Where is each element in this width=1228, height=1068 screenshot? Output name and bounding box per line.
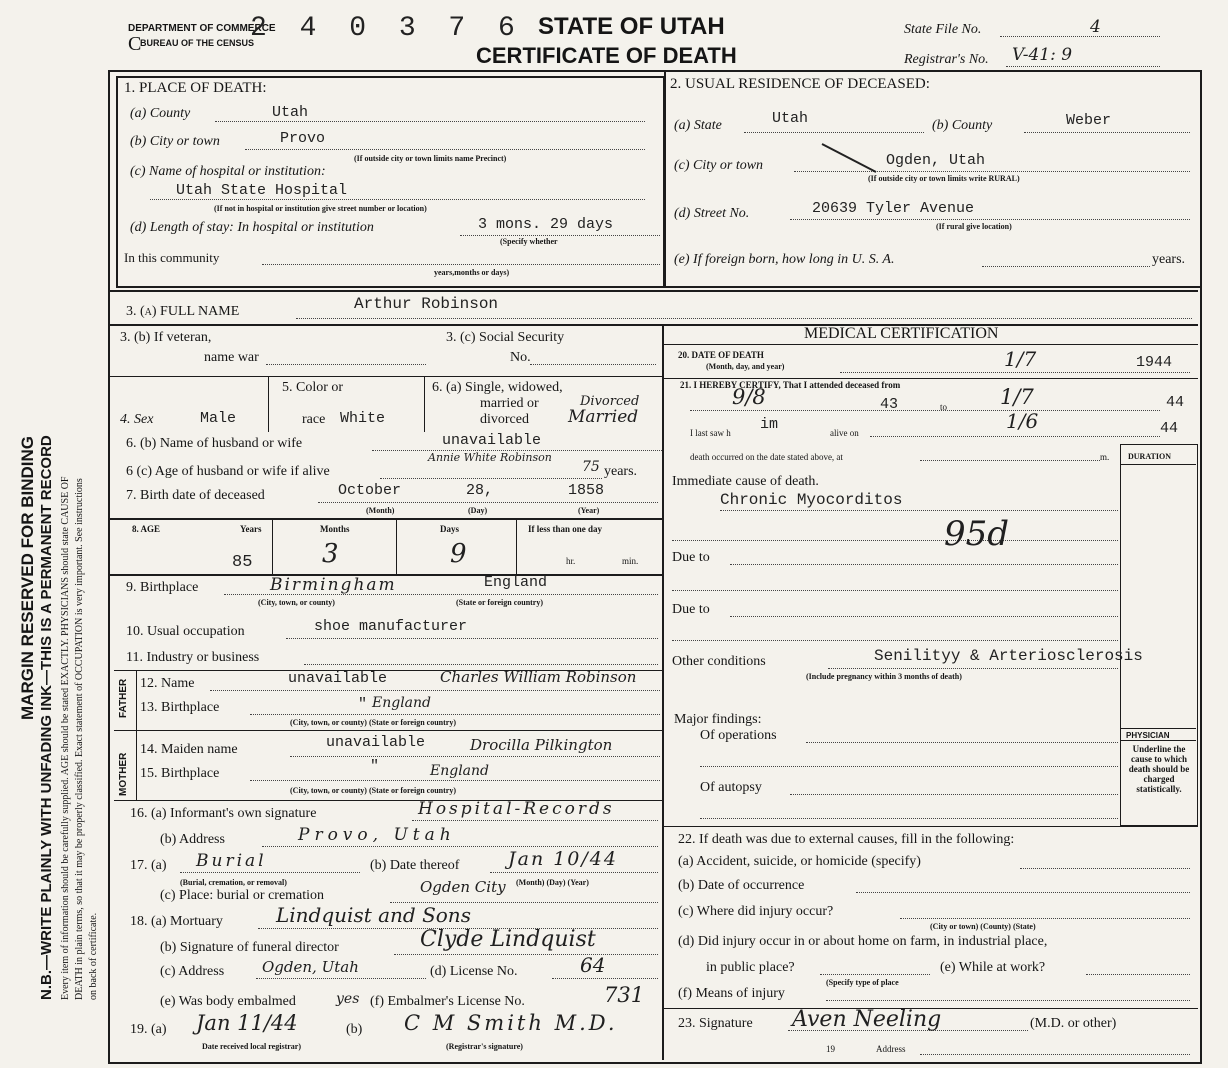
physician-title: PHYSICIAN bbox=[1126, 731, 1170, 740]
dod-note: (Month, day, and year) bbox=[706, 362, 785, 371]
state-file-label: State File No. bbox=[904, 22, 982, 37]
sex-value: Male bbox=[200, 410, 237, 427]
external-a: (a) Accident, suicide, or homicide (specify) bbox=[678, 854, 921, 869]
external-f: (f) Means of injury bbox=[678, 986, 785, 1001]
immediate-cause-label: Immediate cause of death. bbox=[672, 474, 819, 489]
occupation-label: 10. Usual occupation bbox=[126, 624, 245, 639]
age-months-value: 3 bbox=[322, 539, 339, 569]
ss-label-1: 3. (c) Social Security bbox=[446, 330, 565, 345]
external-d-note: (Specify type of place bbox=[826, 978, 899, 987]
license-label: (d) License No. bbox=[430, 964, 518, 979]
embalmed-label: (e) Was body embalmed bbox=[160, 994, 296, 1009]
other-conditions-note: (Include pregnancy within 3 months of death) bbox=[806, 672, 962, 681]
other-conditions-label: Other conditions bbox=[672, 654, 766, 669]
director-label: (b) Signature of funeral director bbox=[160, 940, 339, 955]
mother-maiden-value-2: Drocilla Pilkington bbox=[470, 736, 613, 754]
autopsy-label: Of autopsy bbox=[700, 780, 762, 795]
father-side-label: FATHER bbox=[118, 678, 129, 718]
attended-to-label: to bbox=[940, 402, 948, 412]
occupation-value: shoe manufacturer bbox=[314, 618, 468, 635]
spouse-value-1: unavailable bbox=[442, 432, 542, 449]
pod-county-value: Utah bbox=[272, 104, 309, 121]
informant-address-label: (b) Address bbox=[160, 832, 225, 847]
due-to-label-2: Due to bbox=[672, 602, 710, 617]
res-state-value: Utah bbox=[772, 110, 809, 127]
res-street-label: (d) Street No. bbox=[674, 206, 750, 221]
birth-month-value: October bbox=[338, 482, 402, 499]
margin-binding-text: MARGIN RESERVED FOR BINDING bbox=[18, 436, 37, 720]
state-title: STATE OF UTAH bbox=[538, 13, 725, 40]
birthplace-city-note: (City, town, or county) bbox=[258, 598, 335, 607]
sex-label: 4. Sex bbox=[120, 412, 154, 427]
pod-specify-note: (Specify whether bbox=[500, 237, 558, 246]
birth-year-value: 1858 bbox=[568, 482, 605, 499]
res-state-label: (a) State bbox=[674, 118, 722, 133]
embalmer-label: (f) Embalmer's License No. bbox=[370, 994, 525, 1009]
burial-date-label: (b) Date thereof bbox=[370, 858, 460, 873]
birth-year-note: (Year) bbox=[578, 506, 600, 515]
signature-label: 23. Signature bbox=[678, 1016, 753, 1031]
registrar-date-note: Date received local registrar) bbox=[202, 1042, 301, 1051]
signature-suffix: (M.D. or other) bbox=[1030, 1016, 1117, 1031]
spouse-value-2: Annie White Robinson bbox=[428, 451, 552, 464]
age-days-value: 9 bbox=[450, 539, 467, 569]
spouse-age-suffix: years. bbox=[604, 464, 638, 479]
margin-instructions-3: on back of certificate. bbox=[88, 912, 99, 1000]
registrar-date-value: Jan 11/44 bbox=[196, 1011, 298, 1035]
attended-to-value: 1/7 bbox=[1000, 385, 1034, 409]
birthplace-country-value: England bbox=[484, 574, 548, 591]
attended-from-value: 9/8 bbox=[732, 385, 766, 409]
mortuary-label: 18. (a) Mortuary bbox=[130, 914, 223, 929]
external-c: (c) Where did injury occur? bbox=[678, 904, 834, 919]
res-city-label: (c) City or town bbox=[674, 158, 764, 173]
pod-county-label: (a) County bbox=[130, 106, 191, 121]
veteran-label-2: name war bbox=[204, 350, 259, 365]
last-saw-value: im bbox=[760, 416, 779, 433]
res-street-note: (If rural give location) bbox=[936, 222, 1012, 231]
margin-warning-text: N.B.—WRITE PLAINLY WITH UNFADING INK—THIS IS A PERMANENT RECORD bbox=[38, 435, 55, 1000]
pod-hospital-note: (If not in hospital or institution give street number or location) bbox=[214, 204, 427, 213]
burial-note: (Burial, cremation, or removal) bbox=[180, 878, 287, 887]
embalmed-value: yes bbox=[336, 991, 360, 1007]
registrar-sig-value: C M Smith M.D. bbox=[404, 1011, 618, 1035]
spouse-label: 6. (b) Name of husband or wife bbox=[126, 436, 303, 451]
last-saw-label: I last saw h bbox=[690, 428, 731, 438]
signature-date-label: 19 bbox=[826, 1044, 835, 1054]
age-min-label: min. bbox=[622, 556, 639, 566]
father-name-value-1: unavailable bbox=[288, 670, 388, 687]
license-value: 64 bbox=[580, 953, 606, 977]
external-c-note: (City or town) (County) (State) bbox=[930, 922, 1036, 931]
registrar-sig-label: (b) bbox=[346, 1022, 363, 1037]
res-county-value: Weber bbox=[1066, 112, 1112, 129]
age-years-label: Years bbox=[240, 524, 262, 534]
state-file-value: 4 bbox=[1090, 17, 1101, 37]
other-conditions-value: Senilityy & Arteriosclerosis bbox=[874, 647, 1143, 665]
signature-address-label: Address bbox=[876, 1044, 906, 1054]
marital-value-2: Married bbox=[568, 407, 639, 427]
major-findings-label: Major findings: bbox=[674, 712, 762, 727]
res-foreign-suffix: years. bbox=[1152, 252, 1186, 267]
physician-note: Underline the cause to which death should be charged statistically. bbox=[1128, 744, 1190, 794]
external-d2: in public place? bbox=[706, 960, 795, 975]
external-e: (e) While at work? bbox=[940, 960, 1046, 975]
age-years-value: 85 bbox=[232, 553, 253, 572]
full-name-label: 3. (a) FULL NAME bbox=[126, 304, 240, 319]
dod-label: 20. DATE OF DEATH bbox=[678, 350, 764, 360]
director-value: Clyde Lindquist bbox=[420, 927, 596, 952]
certificate-serial: 2 4 0 3 7 6 bbox=[250, 13, 523, 44]
father-name-value-2: Charles William Robinson bbox=[440, 668, 637, 686]
immediate-cause-value: Chronic Myocorditos bbox=[720, 491, 903, 509]
birth-day-note: (Day) bbox=[468, 506, 488, 515]
registrar-field-label: 19. (a) bbox=[130, 1022, 167, 1037]
birthplace-country-note: (State or foreign country) bbox=[456, 598, 544, 607]
mortuary-address-label: (c) Address bbox=[160, 964, 225, 979]
signature-value: Aven Neeling bbox=[792, 1007, 942, 1032]
res-city-check-mark bbox=[820, 140, 880, 176]
external-d: (d) Did injury occur in or about home on farm, in industrial place, bbox=[678, 934, 1048, 949]
full-name-value: Arthur Robinson bbox=[354, 295, 499, 313]
dod-value: 1/7 bbox=[1004, 347, 1037, 371]
marital-label-1: 6. (a) Single, widowed, bbox=[432, 380, 563, 395]
color-label-2: race bbox=[302, 412, 326, 427]
age-months-label: Months bbox=[320, 524, 350, 534]
margin-instructions-1: Every item of information should be carefully supplied. AGE should be stated EXACTLY. PHYSICIANS should state CAUSE OF bbox=[60, 476, 71, 1000]
duration-label: DURATION bbox=[1128, 452, 1171, 461]
burial-value: Burial bbox=[196, 851, 267, 871]
age-hr-label: hr. bbox=[566, 556, 576, 566]
mother-maiden-value-1: unavailable bbox=[326, 734, 426, 751]
father-bp-note: (City, town, or county) (State or foreign country) bbox=[290, 718, 456, 727]
certificate-title: CERTIFICATE OF DEATH bbox=[476, 43, 737, 68]
pod-stay-value: 3 mons. 29 days bbox=[478, 216, 614, 233]
external-label: 22. If death was due to external causes, fill in the following: bbox=[678, 832, 1015, 847]
attended-to-year: 44 bbox=[1166, 394, 1185, 411]
mother-bp-note: (City, town, or county) (State or foreign country) bbox=[290, 786, 456, 795]
burial-place-value: Ogden City bbox=[420, 878, 506, 896]
death-occurred-label: death occurred on the date stated above, at bbox=[690, 452, 843, 462]
burial-place-label: (c) Place: burial or cremation bbox=[160, 888, 325, 903]
birthplace-label: 9. Birthplace bbox=[126, 580, 199, 595]
industry-label: 11. Industry or business bbox=[126, 650, 260, 665]
alive-on-label: alive on bbox=[830, 428, 859, 438]
father-name-label: 12. Name bbox=[140, 676, 195, 691]
medical-title: MEDICAL CERTIFICATION bbox=[804, 325, 999, 342]
color-label-1: 5. Color or bbox=[282, 380, 344, 395]
due-to-label-1: Due to bbox=[672, 550, 710, 565]
pod-hospital-label: (c) Name of hospital or institution: bbox=[130, 164, 326, 179]
color-value: White bbox=[340, 410, 386, 427]
alive-on-value: 1/6 bbox=[1006, 409, 1039, 433]
embalmer-value: 731 bbox=[604, 983, 645, 1007]
burial-date-value: Jan 10/44 bbox=[508, 848, 618, 870]
birth-month-note: (Month) bbox=[366, 506, 395, 515]
mother-maiden-label: 14. Maiden name bbox=[140, 742, 238, 757]
dod-year: 1944 bbox=[1136, 354, 1173, 371]
pod-city-label: (b) City or town bbox=[130, 134, 220, 149]
res-city-note: (If outside city or town limits write RURAL) bbox=[868, 174, 1020, 183]
death-occurred-m: m. bbox=[1100, 452, 1110, 462]
attended-from-year: 43 bbox=[880, 396, 899, 413]
marital-value-1: Divorced bbox=[580, 394, 640, 409]
pod-community-label: In this community bbox=[124, 250, 220, 265]
age-days-label: Days bbox=[440, 524, 460, 534]
ss-label-2: No. bbox=[510, 350, 531, 365]
mother-bp-label: 15. Birthplace bbox=[140, 766, 220, 781]
burial-date-note: (Month) (Day) (Year) bbox=[516, 878, 589, 887]
veteran-label-1: 3. (b) If veteran, bbox=[120, 330, 212, 345]
mother-side-label: MOTHER bbox=[118, 752, 129, 796]
pod-hospital-value: Utah State Hospital bbox=[176, 182, 348, 199]
res-county-label: (b) County bbox=[932, 118, 993, 133]
res-city-value: Ogden, Utah bbox=[886, 152, 986, 169]
age-label: 8. AGE bbox=[132, 524, 161, 534]
pod-city-value: Provo bbox=[280, 130, 326, 147]
spouse-age-label: 6 (c) Age of husband or wife if alive bbox=[126, 464, 330, 479]
marital-label-3: divorced bbox=[480, 412, 529, 427]
mortuary-address-value: Ogden, Utah bbox=[262, 958, 359, 976]
mortuary-value: Lindquist and Sons bbox=[276, 903, 471, 927]
dept-label: DEPARTMENT OF COMMERCE bbox=[128, 23, 276, 34]
informant-label: 16. (a) Informant's own signature bbox=[130, 806, 317, 821]
birth-date-label: 7. Birth date of deceased bbox=[126, 488, 265, 503]
father-bp-label: 13. Birthplace bbox=[140, 700, 220, 715]
marital-label-2: married or bbox=[480, 396, 539, 411]
external-b: (b) Date of occurrence bbox=[678, 878, 805, 893]
pod-city-note: (If outside city or town limits name Precinct) bbox=[354, 154, 507, 163]
birth-day-value: 28, bbox=[466, 482, 494, 499]
mother-bp-value-1: " bbox=[370, 758, 380, 775]
birthplace-city-value: Birmingham bbox=[270, 575, 397, 595]
burial-label: 17. (a) bbox=[130, 858, 167, 873]
res-street-value: 20639 Tyler Avenue bbox=[812, 200, 975, 217]
corner-mark: C bbox=[128, 33, 142, 55]
registrar-value: V-41: 9 bbox=[1012, 45, 1073, 65]
registrar-label: Registrar's No. bbox=[904, 52, 989, 67]
age-less-label: If less than one day bbox=[528, 524, 603, 534]
father-bp-value-1: " bbox=[358, 696, 368, 713]
informant-address-value: Provo, Utah bbox=[298, 825, 456, 845]
informant-value: Hospital-Records bbox=[418, 799, 615, 819]
place-of-death-label: 1. PLACE OF DEATH: bbox=[124, 80, 267, 96]
certify-label: 21. I HEREBY CERTIFY, That I attended deceased from bbox=[680, 380, 901, 390]
residence-label: 2. USUAL RESIDENCE OF DECEASED: bbox=[670, 76, 930, 92]
registrar-sig-note: (Registrar's signature) bbox=[446, 1042, 523, 1051]
res-foreign-label: (e) If foreign born, how long in U. S. A. bbox=[674, 252, 895, 267]
bureau-label: BUREAU OF THE CENSUS bbox=[140, 38, 255, 48]
father-bp-value-2: England bbox=[372, 695, 432, 711]
operations-label: Of operations bbox=[700, 728, 777, 743]
pod-stay-label: (d) Length of stay: In hospital or institution bbox=[130, 220, 374, 235]
spouse-age-value: 75 bbox=[582, 459, 600, 475]
mother-bp-value-2: England bbox=[430, 763, 490, 779]
pod-community-note: years,months or days) bbox=[434, 268, 510, 277]
physician-mark: 95d bbox=[944, 514, 1010, 554]
alive-on-year: 44 bbox=[1160, 420, 1179, 437]
margin-instructions-2: DEATH in plain terms, so that it may be properly classified. Exact statement of OCCUPATION is very important. See instructions bbox=[74, 478, 85, 1000]
